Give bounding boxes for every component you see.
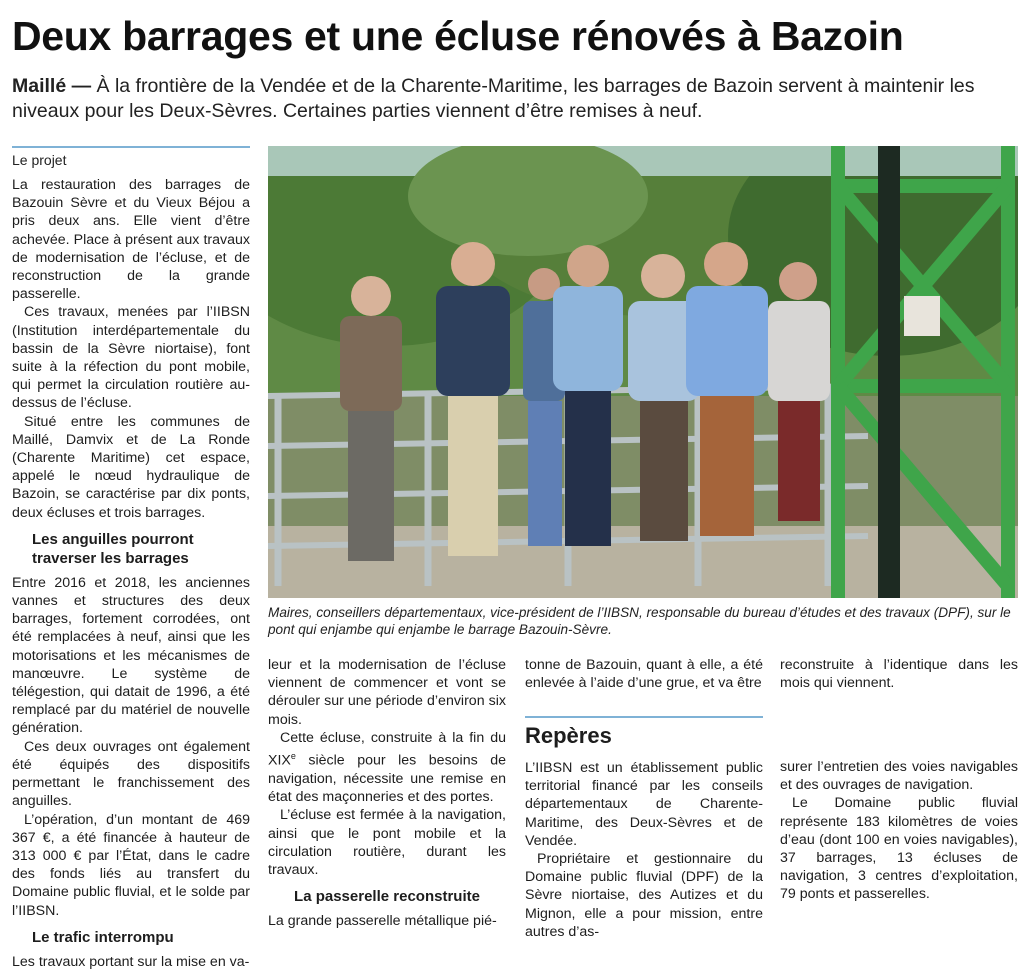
article-photo [268,146,1018,598]
superscript: e [290,751,296,762]
subheading-anguilles: Les anguilles pourront traverser les barrages [32,530,194,567]
text-run: Cette écluse, construite à la fin du XIX [268,729,506,769]
paragraph: Le Domaine public fluvial représente 183 kilomètres de voies d’eau (dont 100 en voies navigables), 37 barrages, 13 écluses de navigation, 3 centres d’exploitation, 79 ponts et passerelles. [780,795,1018,903]
paragraph: La restauration des barrages de Bazouin Sèvre et du Vieux Béjou a pris deux ans. Elle vient d’être achevée. Place à présent aux travaux de modernisation de l’écluse, et de reconstruction de la grande passerelle. [12,177,250,303]
dateline: Maillé — [12,75,92,97]
reperes-column-left [525,716,763,941]
paragraph [268,729,506,807]
photo-caption: Maires, conseillers départementaux, vice-président de l’IIBSN, responsable du bureau d’études et des travaux (DPF), sur le pont qui enjambe qui enjambe le barrage Bazouin-Sèvre. [268,605,1011,637]
lead-text: À la frontière de la Vendée et de la Charente-Maritime, les barrages de Bazoin servent à maintenir les niveaux pour les Deux-Sèvres. Certaines parties viennent d’être remises à neuf. [12,75,975,122]
column-1 [12,146,250,971]
column-3 [525,656,763,692]
paragraph: tonne de Bazouin, quant à elle, a été enlevée à l’aide d’une grue, et va être [525,657,763,692]
column-2 [268,656,506,930]
subheading-trafic: Le trafic interrompu [32,928,174,946]
text-run: siècle pour les besoins de navigation, nécessite une remise en état des maçonneries et des portes. [268,752,506,806]
paragraph: Propriétaire et gestionnaire du Domaine public fluvial (DPF) de la Sèvre niortaise, des Autizes et du Mignon, elle a pour mission, entre autres d’as- [525,851,763,940]
paragraph: L’écluse est fermée à la navigation, ainsi que le pont mobile et la circulation routière, durant les travaux. [268,807,506,878]
subheading-passerelle: La passerelle reconstruite [294,888,480,906]
headline: Deux barrages et une écluse rénovés à Bazoin [12,13,904,59]
paragraph: Situé entre les communes de Maillé, Damvix et de La Ronde (Charente Maritime) cet espace, appelé le nœud hydraulique de Bazoin, se caractérise par dix ponts, deux écluses et trois barrages. [12,413,250,521]
paragraph: L’IIBSN est un établissement public territorial financé par les conseils départementaux de Charente-Maritime, des Deux-Sèvres et de Vendée. [525,760,763,849]
column-4 [780,656,1018,692]
reperes-title: Repères [525,716,763,749]
paragraph: Ces travaux, menées par l’IIBSN (Institution interdépartementale du bassin de la Sèvre niortaise), font suite à la réfection du pont mobile, qui permet la circulation routière au-dessus de l’écluse. [12,304,250,412]
paragraph: L’opération, d’un montant de 469 367 €, a été financée à hauteur de 313 000 € par l’État, dans le cadre des fonds liés au transfert du Domaine public fluvial, et le solde par l’IIBSN. [12,811,250,919]
reperes-column-right [780,758,1018,904]
paragraph: Ces deux ouvrages ont également été équipés des dispositifs permettant le franchissement des anguilles. [12,738,250,810]
group-photo-illustration [268,146,1018,598]
lead-paragraph [12,74,1012,124]
rubric-le-projet: Le projet [12,146,250,169]
paragraph: Les travaux portant sur la mise en va- [12,953,250,970]
paragraph: reconstruite à l’identique dans les mois qui viennent. [780,657,1018,692]
paragraph: La grande passerelle métallique pié- [268,913,497,930]
paragraph: Entre 2016 et 2018, les anciennes vannes et structures des deux barrages, fortement corrodées, ont été remplacées à neuf, ainsi que les motorisations et les mécanismes de manœuvre. Le système de télégestion, qui datait de 1996, a été remplacé par du matériel de nouvelle génération. [12,574,250,737]
paragraph: leur et la modernisation de l’écluse viennent de commencer et vont se dérouler sur une période d’environ six mois. [268,657,506,728]
paragraph: surer l’entretien des voies navigables et des ouvrages de navigation. [780,759,1018,794]
